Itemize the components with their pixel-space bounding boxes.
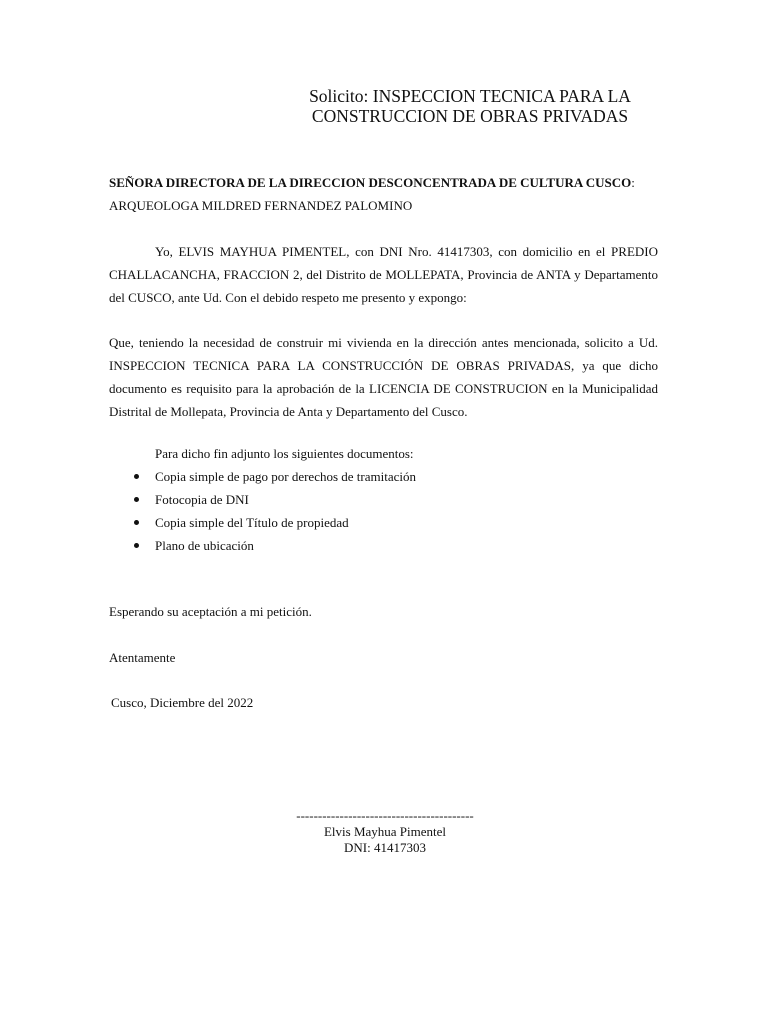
addressee-title-text: SEÑORA DIRECTORA DE LA DIRECCION DESCONCENTRADA DE CULTURA CUSCO: [109, 175, 632, 190]
list-item: [109, 492, 416, 515]
subject-line-1: Solicito: INSPECCION TECNICA PARA LA: [309, 86, 631, 106]
attachment-label: Copia simple de pago por derechos de tramitación: [155, 469, 417, 484]
bullet-icon: [134, 474, 139, 479]
bullet-icon: [134, 497, 139, 502]
bullet-icon: [134, 520, 139, 525]
bullet-icon: [134, 543, 139, 548]
signer-name: Elvis Mayhua Pimentel: [323, 824, 447, 839]
subject-heading: [260, 86, 680, 126]
place-date: Cusco, Diciembre del 2022: [111, 695, 254, 710]
request-paragraph: Que, teniendo la necesidad de construir mi vivienda en la dirección antes mencionada, solicito a Ud. INSPECCION TECNICA PARA LA CONSTRUCCIÓN DE OBRAS PRIVADAS, ya que dicho documento es requisito para la aprobación de la LICENCIA DE CONSTRUCION en la Municipalidad Distrital de Mollepata, Provincia de Anta y Departamento del Cusco.: [109, 335, 658, 419]
addressee-name: ARQUEOLOGA MILDRED FERNANDEZ PALOMINO: [109, 198, 413, 213]
attachment-label: Fotocopia de DNI: [155, 492, 249, 507]
attachment-label: Copia simple del Título de propiedad: [155, 515, 349, 530]
attachment-label: Plano de ubicación: [155, 538, 254, 553]
closing-hope: Esperando su aceptación a mi petición.: [109, 604, 312, 619]
list-item: [109, 515, 416, 538]
signer-id: DNI: 41417303: [344, 840, 426, 855]
closing-regards: Atentamente: [109, 650, 176, 665]
attachments-list: [109, 469, 416, 561]
list-item: [109, 538, 416, 561]
list-item: [109, 469, 416, 492]
addressee-title: [109, 175, 669, 191]
subject-line-2: CONSTRUCCION DE OBRAS PRIVADAS: [311, 106, 629, 126]
intro-paragraph: Yo, ELVIS MAYHUA PIMENTEL, con DNI Nro. 41417303, con domicilio en el PREDIO CHALLACANCHA, FRACCION 2, del Distrito de MOLLEPATA, Provincia de ANTA y Departamento del CUSCO, ante Ud. Con el debido respeto me presento y expongo:: [109, 244, 658, 305]
signature-line: -----------------------------------------: [296, 808, 474, 823]
attachments-intro: Para dicho fin adjunto los siguientes documentos:: [155, 446, 414, 461]
signature-block: [260, 808, 510, 856]
addressee-title-colon: :: [631, 175, 635, 190]
